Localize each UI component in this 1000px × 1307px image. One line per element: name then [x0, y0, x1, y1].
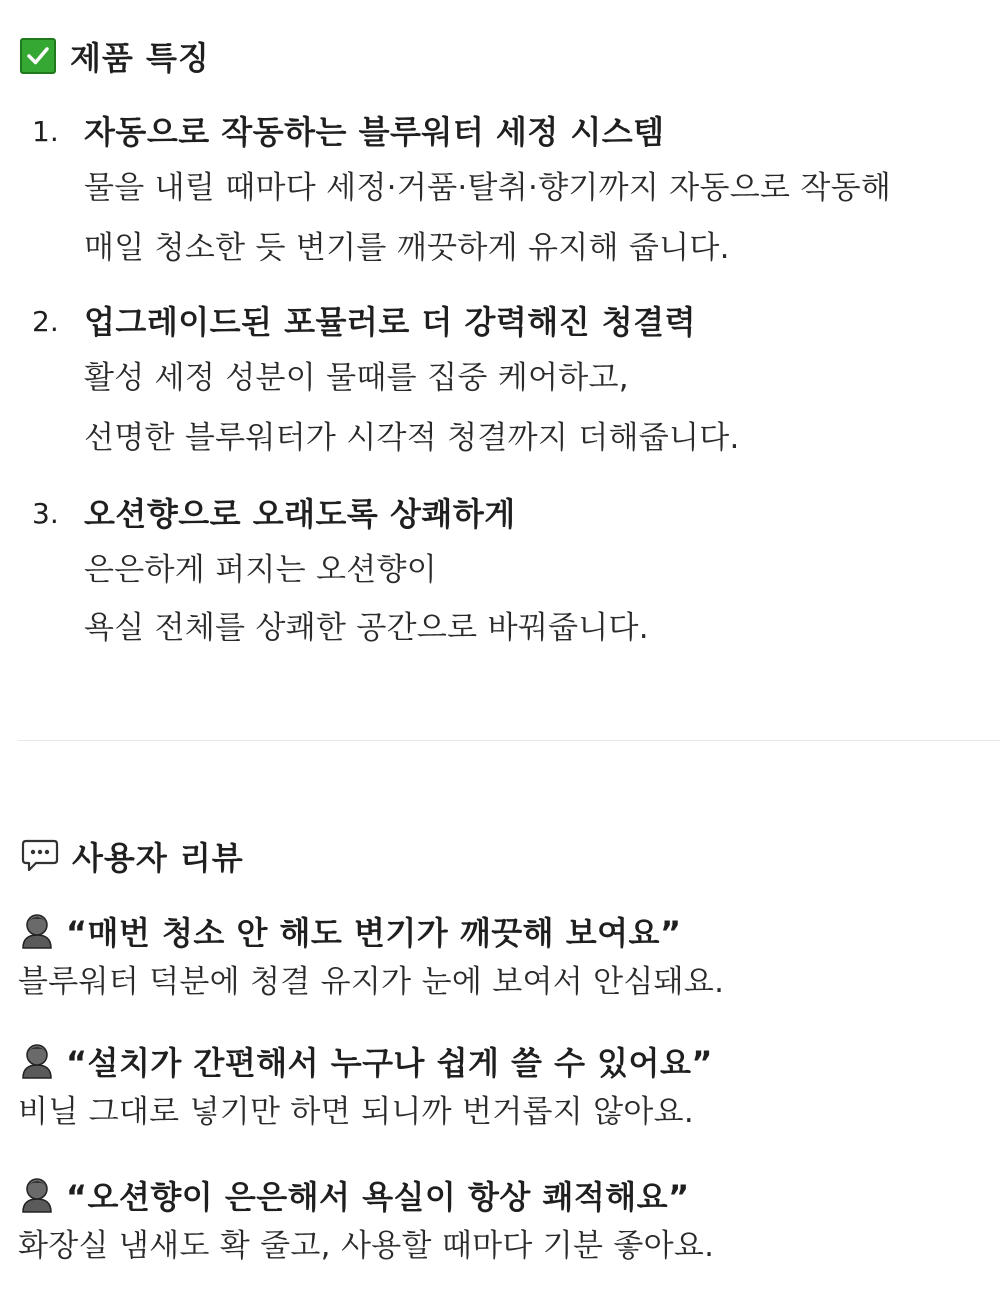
person-icon	[20, 913, 54, 949]
review-quote: “오션향이 은은해서 욕실이 항상 쾌적해요”	[66, 1178, 690, 1216]
review-quote: “매번 청소 안 해도 변기가 깨끗해 보여요”	[66, 914, 682, 952]
review-body: 블루워터 덕분에 청결 유지가 눈에 보여서 안심돼요.	[18, 964, 725, 1000]
feature-title: 오션향으로 오래도록 상쾌하게	[84, 495, 516, 533]
review-header	[20, 1174, 690, 1216]
check-mark-button-icon	[20, 38, 56, 74]
person-icon	[20, 1177, 54, 1213]
reviews-title: 사용자 리뷰	[72, 839, 244, 877]
feature-title: 자동으로 작동하는 블루워터 세정 시스템	[84, 113, 665, 151]
feature-description-line: 물을 내릴 때마다 세정·거품·탈취·향기까지 자동으로 작동해	[84, 170, 892, 206]
feature-description-line: 선명한 블루워터가 시각적 청결까지 더해줍니다.	[84, 420, 740, 456]
features-heading	[20, 36, 210, 76]
section-divider	[18, 740, 1000, 741]
feature-number: 2.	[32, 305, 59, 338]
person-icon	[20, 1043, 54, 1079]
feature-number: 3.	[32, 497, 59, 530]
speech-balloon-icon	[20, 838, 60, 874]
features-title: 제품 특징	[70, 39, 210, 77]
feature-description-line: 매일 청소한 듯 변기를 깨끗하게 유지해 줍니다.	[84, 230, 730, 266]
review-body: 화장실 냄새도 확 줄고, 사용할 때마다 기분 좋아요.	[18, 1228, 715, 1264]
reviews-heading	[20, 836, 244, 876]
review-header	[20, 1040, 713, 1082]
review-header	[20, 910, 682, 952]
review-quote: “설치가 간편해서 누구나 쉽게 쓸 수 있어요”	[66, 1044, 713, 1082]
feature-description-line: 은은하게 퍼지는 오션향이	[84, 552, 438, 588]
feature-number: 1.	[32, 115, 59, 148]
feature-title: 업그레이드된 포뮬러로 더 강력해진 청결력	[84, 303, 696, 341]
feature-description-line: 욕실 전체를 상쾌한 공간으로 바꿔줍니다.	[84, 610, 649, 646]
review-body: 비닐 그대로 넣기만 하면 되니까 번거롭지 않아요.	[18, 1094, 694, 1130]
feature-description-line: 활성 세정 성분이 물때를 집중 케어하고,	[84, 360, 629, 396]
